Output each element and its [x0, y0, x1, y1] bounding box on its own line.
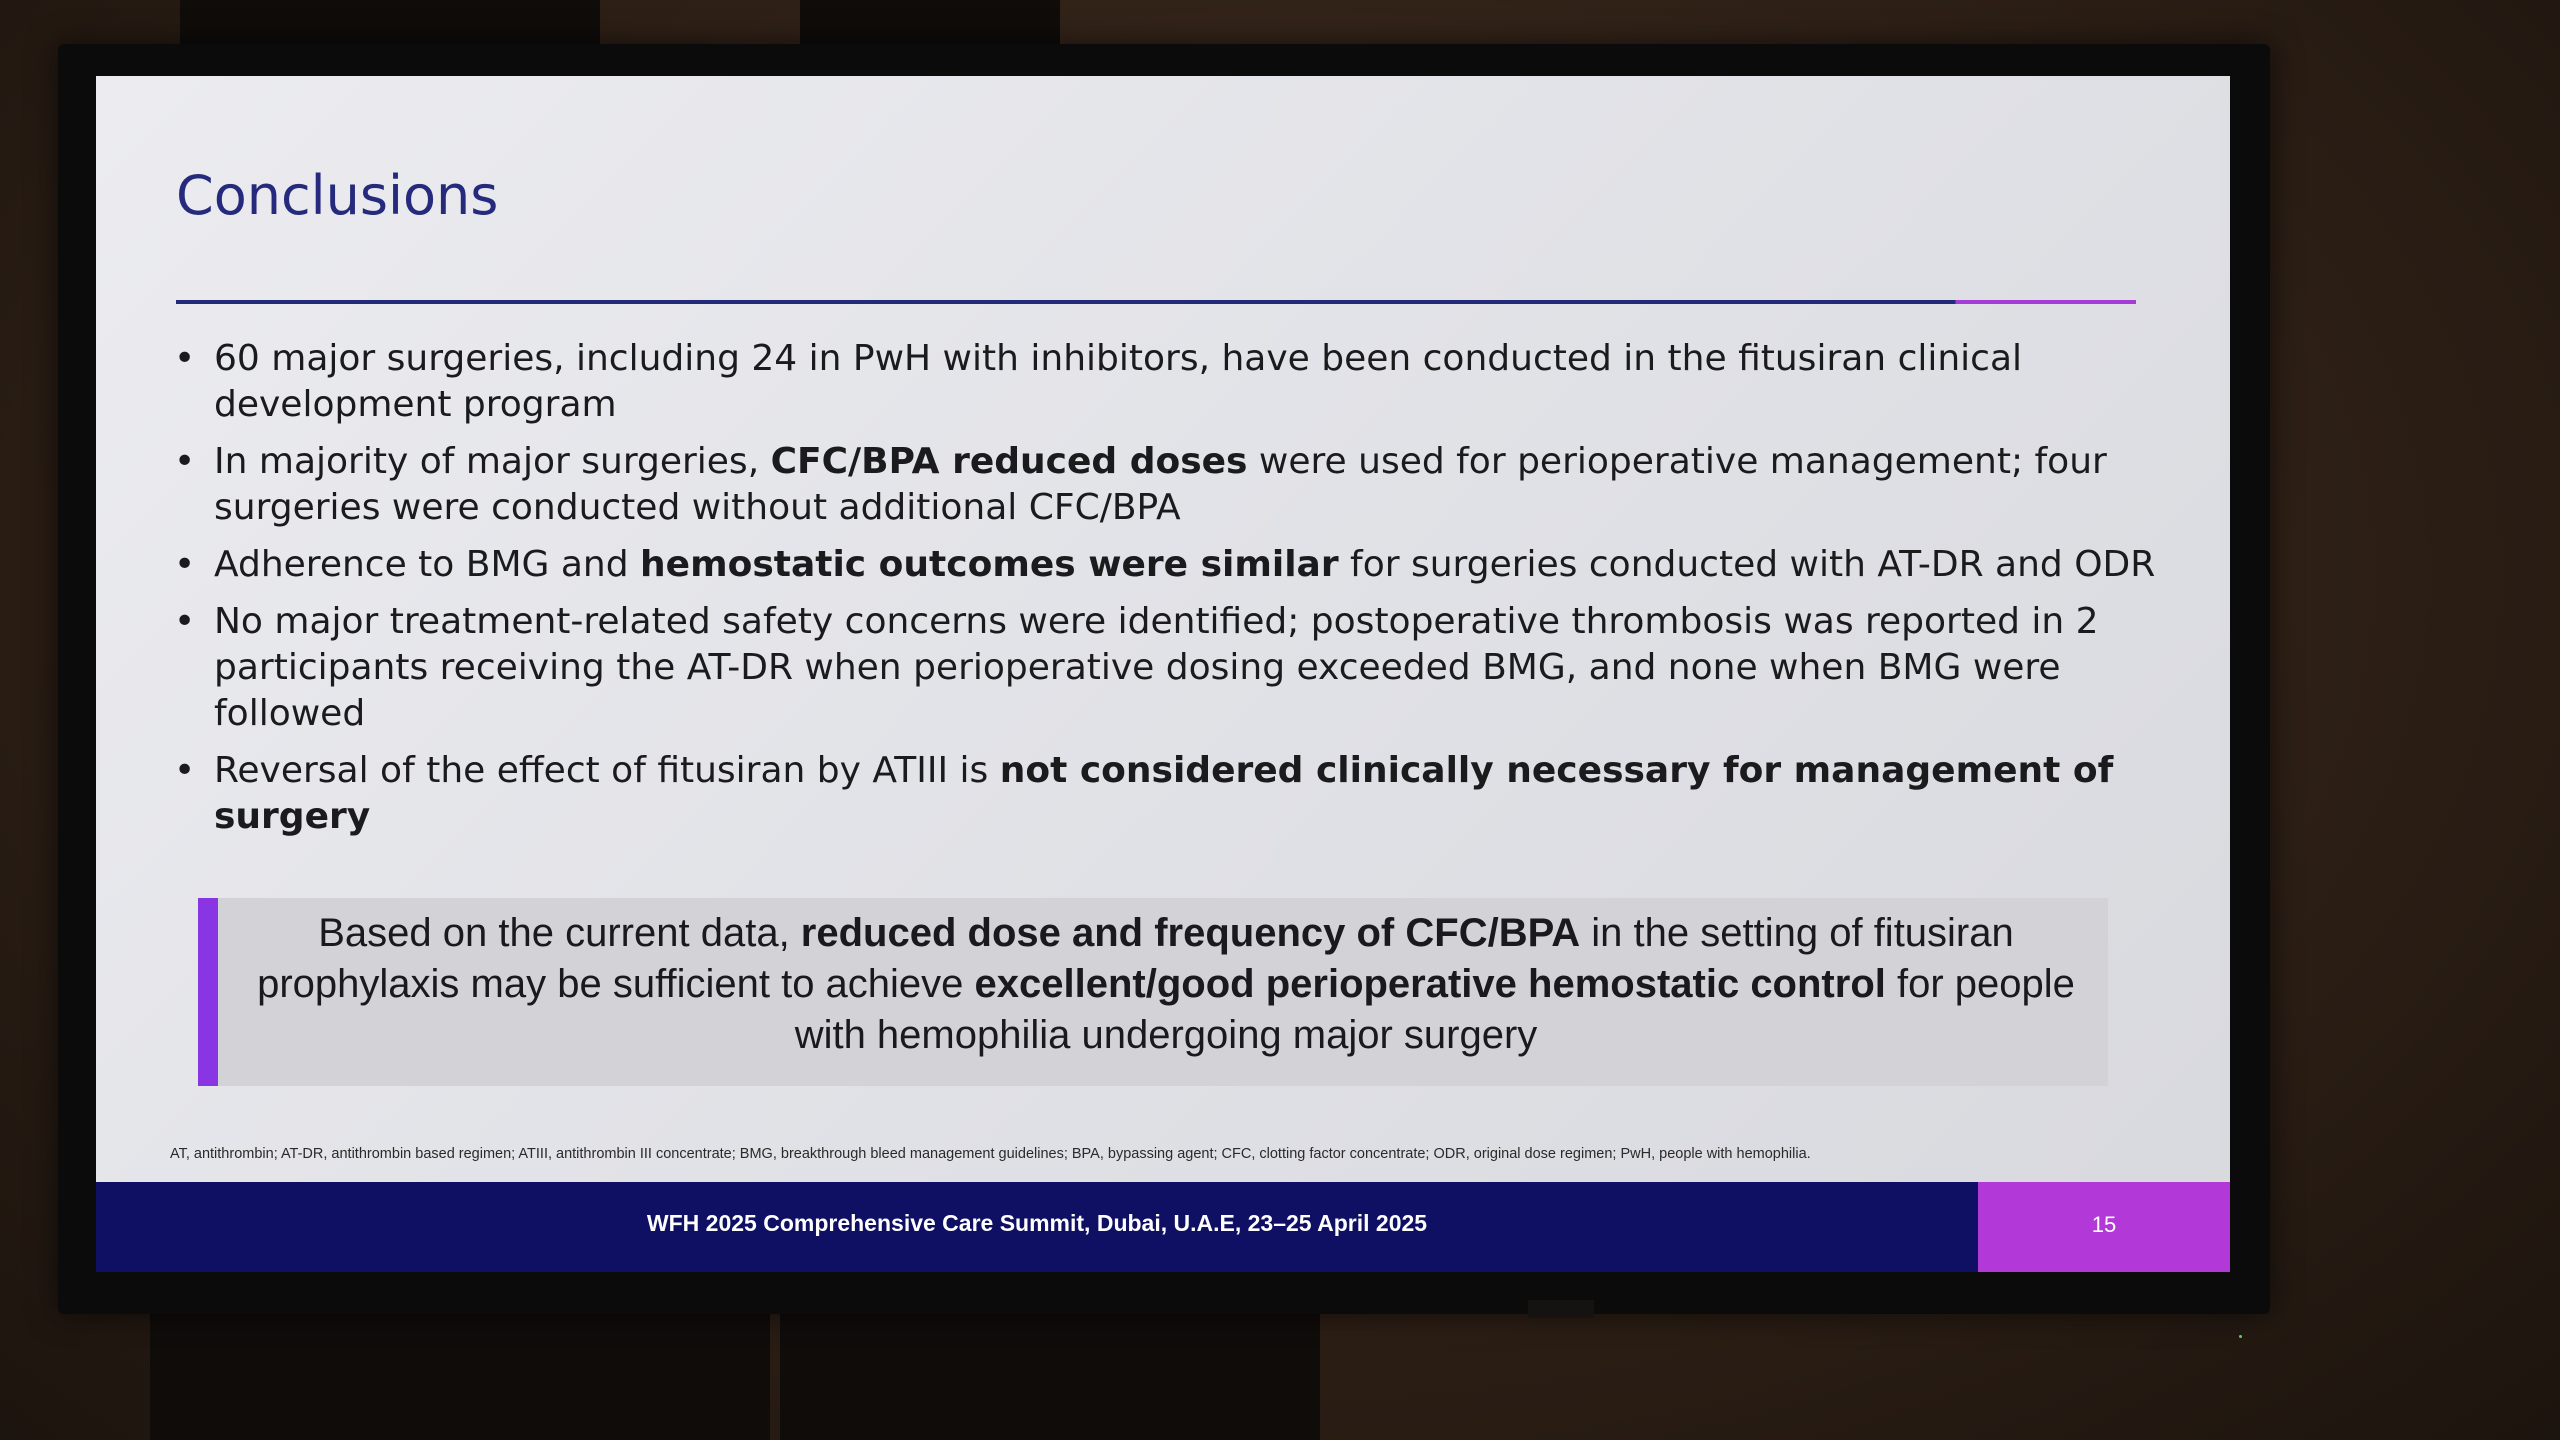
bullet-dot-icon: •	[174, 750, 196, 791]
callout-text-part: Based on the current data,	[318, 911, 801, 955]
bullet-emphasis: CFC/BPA reduced doses	[770, 441, 1248, 482]
bullet-dot-icon: •	[174, 601, 196, 642]
bullet-emphasis: hemostatic outcomes were similar	[640, 544, 1339, 585]
bullet-item	[174, 748, 2164, 840]
monitor-stand	[1528, 1300, 1594, 1318]
bullet-item	[174, 542, 2164, 588]
callout-emphasis: excellent/good perioperative hemostatic control	[974, 962, 1886, 1006]
callout-accent-bar	[198, 898, 218, 1086]
page-number-box	[1978, 1182, 2230, 1272]
bullet-text: 60 major surgeries, including 24 in PwH with inhibitors, have been conducted in the fitusiran clinical development program	[214, 338, 2023, 425]
conclusion-callout	[198, 898, 2108, 1086]
stand-base-left	[150, 1300, 770, 1440]
footer-bar	[96, 1182, 1978, 1272]
stand-base-center	[780, 1300, 1320, 1440]
bullet-text: No major treatment-related safety concerns were identified; postoperative thrombosis was reported in 2 participants receiving the AT-DR when perioperative dosing exceeded BMG, and none when BMG were followed	[214, 601, 2099, 734]
abbreviations-footnote: AT, antithrombin; AT-DR, antithrombin based regimen; ATIII, antithrombin III concentrate; BMG, breakthrough bleed management guidelines; BPA, bypassing agent; CFC, clotting factor concentrate; ODR, original dose regimen; PwH, people with hemophilia.	[170, 1146, 1811, 1162]
footer-text: WFH 2025 Comprehensive Care Summit, Dubai, U.A.E, 23–25 April 2025	[646, 1210, 1428, 1236]
title-divider	[176, 300, 2136, 304]
bullet-item	[174, 439, 2164, 531]
bullet-text: were used for perioperative management; four surgeries were conducted without additional CFC/BPA	[214, 441, 2107, 528]
callout-emphasis: reduced dose and frequency of CFC/BPA	[800, 911, 1581, 955]
bullet-dot-icon: •	[174, 338, 196, 379]
bullet-text: Reversal of the effect of fitusiran by ATIII is	[214, 750, 1000, 791]
callout-text	[224, 908, 2108, 1061]
bullet-item	[174, 336, 2164, 428]
bullet-dot-icon: •	[174, 441, 196, 482]
page-number: 15	[2091, 1212, 2117, 1237]
bullet-list	[174, 336, 2164, 851]
callout-text-part: for people with hemophilia undergoing major surgery	[794, 962, 2075, 1057]
bullet-text: for surgeries conducted with AT-DR and ODR	[1338, 544, 2156, 585]
bullet-item	[174, 599, 2164, 737]
slide	[96, 76, 2230, 1272]
bullet-dot-icon: •	[174, 544, 196, 585]
monitor	[58, 44, 2270, 1314]
power-led	[2239, 1335, 2242, 1338]
bullet-text: In majority of major surgeries,	[214, 441, 771, 482]
bullet-text: Adherence to BMG and	[214, 544, 641, 585]
slide-title: Conclusions	[176, 164, 499, 227]
callout-text-part: in the setting of fitusiran prophylaxis may be sufficient to achieve	[257, 911, 2014, 1006]
bullet-emphasis: not considered clinically necessary for management of surgery	[214, 750, 2114, 837]
